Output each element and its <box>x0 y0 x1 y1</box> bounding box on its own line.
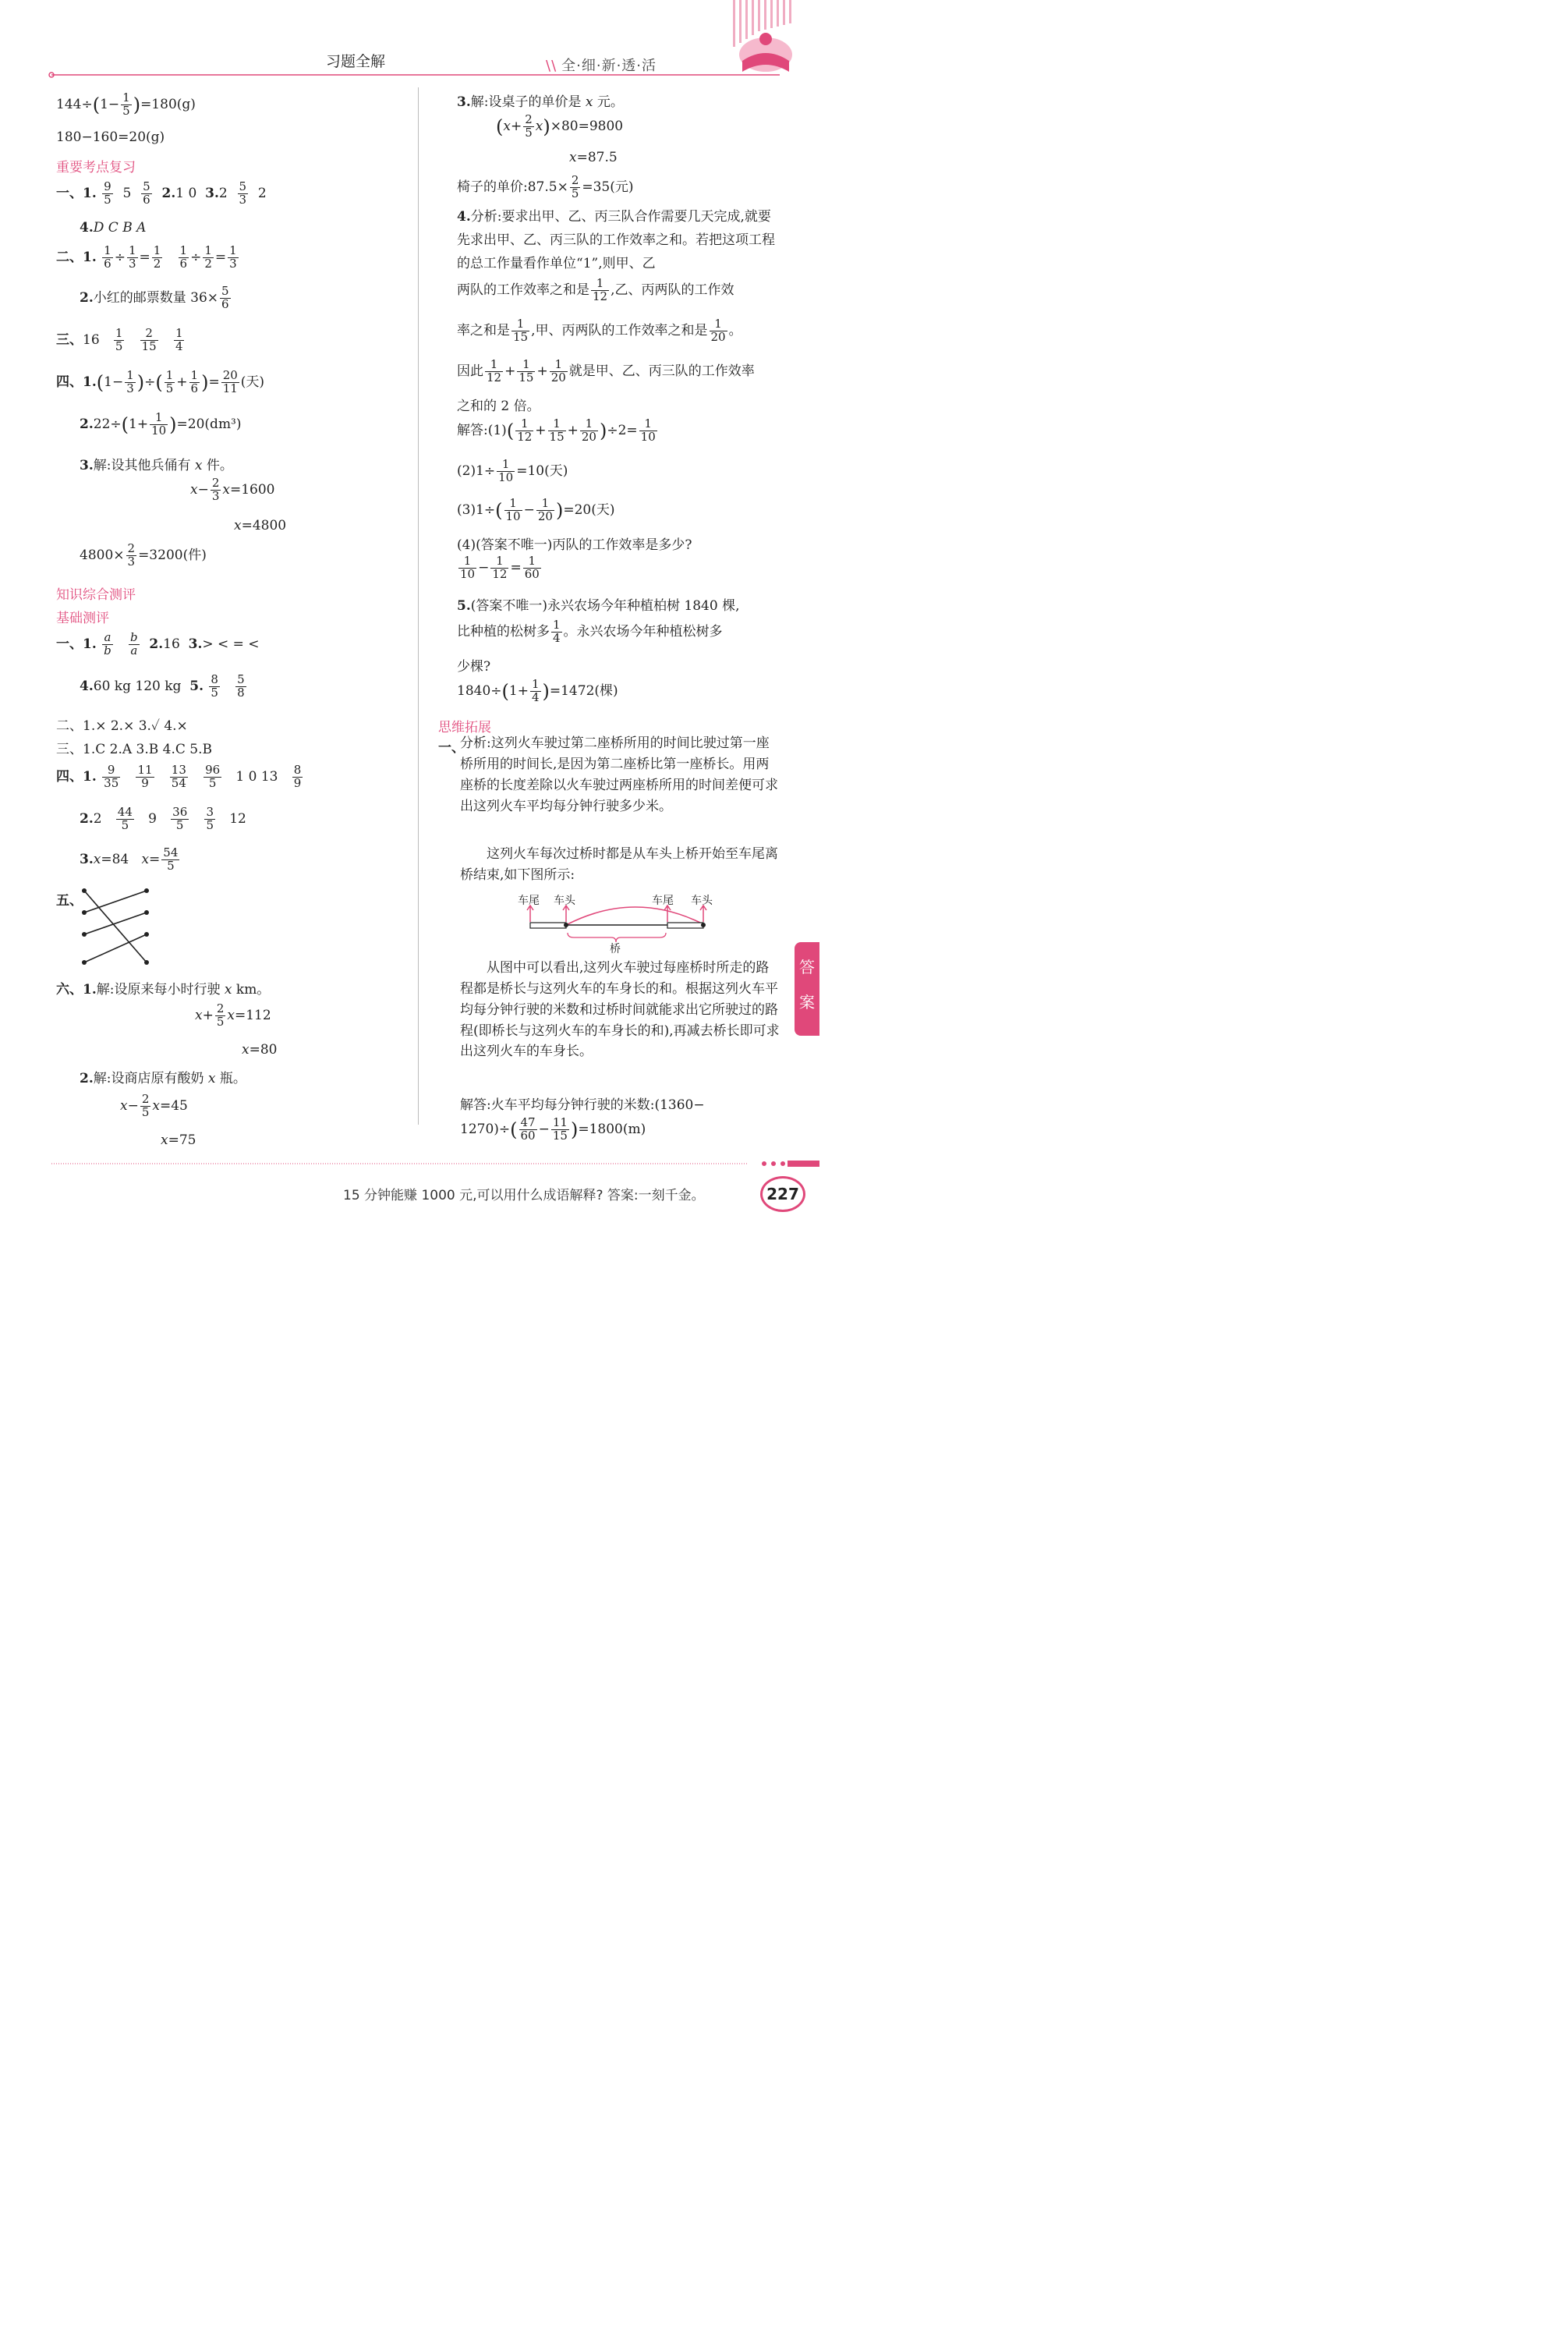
fig-bridge-label: 桥 <box>610 943 621 955</box>
footer-riddle: 15 分钟能赚 1000 元,可以用什么成语解释? 答案:一刻千金。 <box>343 1188 705 1203</box>
page-number: 227 <box>760 1176 805 1212</box>
q4-ans4: (4)(答案不唯一)丙队的工作效率是多少? <box>457 537 692 553</box>
section-review: 重要考点复习 <box>56 160 136 175</box>
header-title: 习题全解 <box>326 53 386 70</box>
fig-tail-2: 车尾 <box>652 895 674 907</box>
q4-line5: 之和的 2 倍。 <box>457 399 540 414</box>
section-test: 知识综合测评 <box>56 587 136 603</box>
thinking-answer-2: 1270)÷( $\frac{47}{60}$ − $\frac{11}{15}$ )=1800(m) <box>460 1115 646 1143</box>
q4-ans3: (3)1÷( $\frac{1}{10}$ − $\frac{1}{20}$ )=20(天) <box>457 496 615 523</box>
basic-q6-2: 2.解:设商店原有酸奶 x 瓶。 <box>80 1071 246 1086</box>
basic-q6: 六、1.解:设原来每小时行驶 x km。 <box>56 982 271 998</box>
q4-ans4-eq: $\frac{1}{10}$ − $\frac{1}{12}$ = $\frac{1}{60}$ <box>460 554 540 581</box>
basic-q4-3: 3.x=84 x= $\frac{54}{5}$ <box>80 845 179 873</box>
footer-rule <box>0 1154 819 1170</box>
thinking-para3: 从图中可以看出,这列火车驶过每座桥时所走的路程都是桥长与这列火车的车身长的和。根据这列火车平均每分钟行驶的米数和过桥时间就能求出它所驶过的路程(即桥长与这列火车的车身长的和),再减去桥长即可求出这列火车的车身长。 <box>460 960 780 1060</box>
q4-ans2: (2)1÷ $\frac{1}{10}$ =10(天) <box>457 457 568 484</box>
matching-diagram <box>78 886 156 972</box>
q4-ans1: 解答:(1)( $\frac{1}{12}$ + $\frac{1}{15}$ + $\frac{1}{20}$ )÷2= $\frac{1}{10}$ <box>457 416 656 444</box>
review-q4: 四、1.(1− $\frac{1}{3}$ )÷( $\frac{1}{5}$ + $\frac{1}{6}$ )= $\frac{20}{11}$ (天) <box>56 368 265 395</box>
q4-line4: 因此 $\frac{1}{12}$ + $\frac{1}{15}$ + $\frac{1}{20}$ 就是甲、乙、丙三队的工作效率 <box>457 357 755 385</box>
review-eq-1: x− $\frac{2}{3}$ x=1600 <box>190 476 275 503</box>
basic-q4-2: 2.2 $\frac{44}{5}$ 9 $\frac{36}{5}$ $\frac{3}{5}$ 12 <box>80 805 246 832</box>
fig-head-1: 车头 <box>554 895 575 907</box>
basic-q4: 四、1. $\frac{9}{35}$ $\frac{11}{9}$ $\frac{13}{54}$ $\frac{96}{5}$ 1 0 13 $\frac{8}{9}$ <box>56 763 302 790</box>
basic-q6-eq4: x=75 <box>161 1132 196 1148</box>
answer-tab: 答 案 <box>795 942 819 1036</box>
basic-q1-4: 4.60 kg 120 kg 5. $\frac{8}{5}$ $\frac{5}{8}$ <box>80 672 245 700</box>
review-q2: 二、1. $\frac{1}{6}$ ÷ $\frac{1}{3}$ = $\frac{1}{2}$ $\frac{1}{6}$ ÷ $\frac{1}{2}$ = $\frac{1}{3}$ <box>56 243 237 271</box>
thinking-para2: 这列火车每次过桥时都是从车头上桥开始至车尾离桥结束,如下图所示: <box>460 846 778 883</box>
thinking-label: 一、 <box>438 740 465 756</box>
left-line-1: 144÷(1− $\frac{1}{5}$ )=180(g) <box>56 90 196 118</box>
basic-q6-eq1: x+ $\frac{2}{5}$ x=112 <box>195 1001 271 1029</box>
q4-analysis: 4.分析:要求出甲、乙、丙三队合作需要几天完成,就要先求出甲、乙、丙三队的工作效率之和。若把这项工程的总工作量看作单位“1”,则甲、乙 <box>457 209 775 271</box>
q5-line2: 比种植的松树多 $\frac{1}{4}$ 。永兴农场今年种植松树多 <box>457 618 723 645</box>
fig-tail-1: 车尾 <box>518 895 540 907</box>
q5-eq: 1840÷(1+ $\frac{1}{4}$ )=1472(棵) <box>457 677 618 704</box>
q3-eq2: x=87.5 <box>569 150 618 165</box>
q4-line2: 两队的工作效率之和是 $\frac{1}{12}$ ,乙、丙两队的工作效 <box>457 276 734 303</box>
q3-eq1: (x+ $\frac{2}{5}$ x)×80=9800 <box>496 112 624 140</box>
section-basic: 基础测评 <box>56 611 109 626</box>
left-line-2: 180−160=20(g) <box>56 129 165 145</box>
review-q4-2: 2.22÷(1+ $\frac{1}{10}$ )=20(dm³) <box>80 410 242 438</box>
basic-q5-label: 五、 <box>56 893 83 909</box>
section-thinking: 思维拓展 <box>438 720 491 735</box>
basic-q1: 一、1. $\frac{a}{b}$ $\frac{b}{a}$ 2.16 3.> < = < <box>56 630 260 657</box>
header-slogan: \\ 全·细·新·透·活 <box>546 58 657 74</box>
header-rule <box>0 0 819 86</box>
thinking-analysis: 分析:这列火车驶过第二座桥所用的时间比驶过第一座桥所用的时间长,是因为第二座桥比第一座桥长。用两座桥的长度差除以火车驶过两座桥所用的时间差便可求出这列火车平均每分钟行驶多少米。 <box>460 735 778 814</box>
review-q2-2: 2.小红的邮票数量 36× $\frac{5}{6}$ <box>80 284 229 311</box>
q4-line3: 率之和是 $\frac{1}{15}$ ,甲、丙两队的工作效率之和是 $\frac{1}{20}$ 。 <box>457 317 742 344</box>
review-eq-2: x=4800 <box>234 518 287 533</box>
basic-q6-eq2: x=80 <box>242 1042 278 1058</box>
basic-q2: 二、1.× 2.× 3.✓ 4.× <box>56 718 188 734</box>
review-q3: 三、16 $\frac{1}{5}$ $\frac{2}{15}$ $\frac{1}{4}$ <box>56 326 183 353</box>
review-q1: 一、1. $\frac{9}{5}$ 5 $\frac{5}{6}$ 2.1 0 3.2 $\frac{5}{3}$ 2 <box>56 179 267 207</box>
q5-line1: 5.(答案不唯一)永兴农场今年种植柏树 1840 棵, <box>457 598 740 614</box>
q5-line3: 少棵? <box>457 659 491 675</box>
review-eq-3: 4800× $\frac{2}{3}$ =3200(件) <box>80 541 207 569</box>
fig-head-2: 车头 <box>691 895 713 907</box>
q3: 3.解:设桌子的单价是 x 元。 <box>457 94 624 110</box>
basic-q6-eq3: x− $\frac{2}{5}$ x=45 <box>120 1092 188 1119</box>
review-q1-4: 4.D C B A <box>80 220 147 236</box>
review-q4-3: 3.解:设其他兵俑有 x 件。 <box>80 458 233 473</box>
column-divider <box>418 87 419 1125</box>
thinking-answer-1: 解答:火车平均每分钟行驶的米数:(1360− <box>460 1097 705 1113</box>
q3-eq3: 椅子的单价:87.5× $\frac{2}{5}$ =35(元) <box>457 173 634 200</box>
basic-q3: 三、1.C 2.A 3.B 4.C 5.B <box>56 742 212 757</box>
